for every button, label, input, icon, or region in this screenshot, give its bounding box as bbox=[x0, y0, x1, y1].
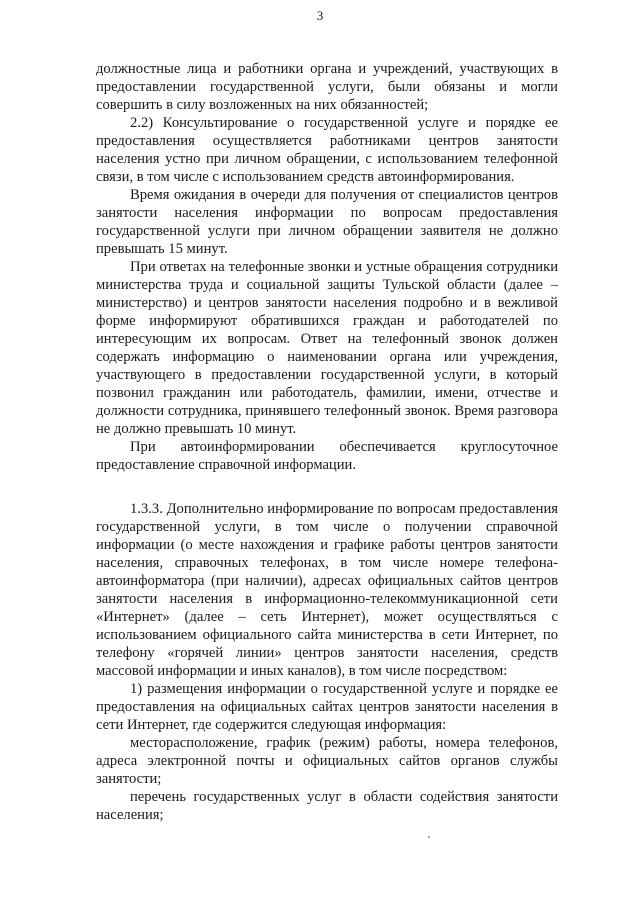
paragraph-waiting-time: Время ожидания в очереди для получения от специалистов центров занятости населения информации по вопросам предоставления государственной услуги при личном обращении заявителя не должно превышать 15 минут. bbox=[96, 187, 558, 257]
paragraph-section-1-3-3: 1.3.3. Дополнительно информирование по вопросам предоставления государственной услуги, в том числе о получении справочной информации (о месте нахождения и графике работы центров занятости населения, справочных телефонах, в том числе номере телефона-автоинформатора (при наличии), адресах официальных сайтов центров занятости населения в информационно-телекоммуникационной сети «Интернет» (далее – сеть Интернет), может осуществляться с использованием официального сайта министерства в сети Интернет, по телефону «горячей линии» центров занятости населения, средств массовой информации и иных каналов), в том числе посредством: bbox=[96, 501, 558, 679]
section-gap bbox=[96, 474, 558, 500]
paragraph-item-1: 1) размещения информации о государственной услуге и порядке ее предоставления на официальных сайтах центров занятости населения в сети Интернет, где содержится следующая информация: bbox=[96, 681, 558, 733]
paragraph-phone-answers: При ответах на телефонные звонки и устные обращения сотрудники министерства труда и социальной защиты Тульской области (далее – министерство) и центров занятости населения подробно и в вежливой форме информируют обратившихся граждан и работодателей по интересующим их вопросам. Ответ на телефонный звонок должен содержать информацию о наименовании органа или учреждения, участвующего в предоставлении государственной услуги, в который позвонил гражданин или работодатель, фамилии, имени, отчестве и должности сотрудника, принявшего телефонный звонок. Время разговора не должно превышать 10 минут. bbox=[96, 259, 558, 437]
paragraph-consulting: 2.2) Консультирование о государственной услуге и порядке ее предоставления осуществляется работниками центров занятости населения устно при личном обращении, с использованием телефонной связи, в том числе с использованием средств автоинформирования. bbox=[96, 115, 558, 185]
paragraph-officials: должностные лица и работники органа и учреждений, участвующих в предоставлении государственной услуги, были обязаны и могли совершить в силу возложенных на них обязанностей; bbox=[96, 61, 558, 113]
scan-speck bbox=[428, 836, 430, 838]
paragraph-services-list: перечень государственных услуг в области содействия занятости населения; bbox=[96, 789, 558, 823]
document-body bbox=[96, 60, 558, 824]
paragraph-location-info: месторасположение, график (режим) работы, номера телефонов, адреса электронной почты и официальных сайтов органов службы занятости; bbox=[96, 735, 558, 787]
page-number: 3 bbox=[316, 8, 324, 23]
paragraph-autoinform: При автоинформировании обеспечивается круглосуточное предоставление справочной информации. bbox=[96, 439, 558, 473]
